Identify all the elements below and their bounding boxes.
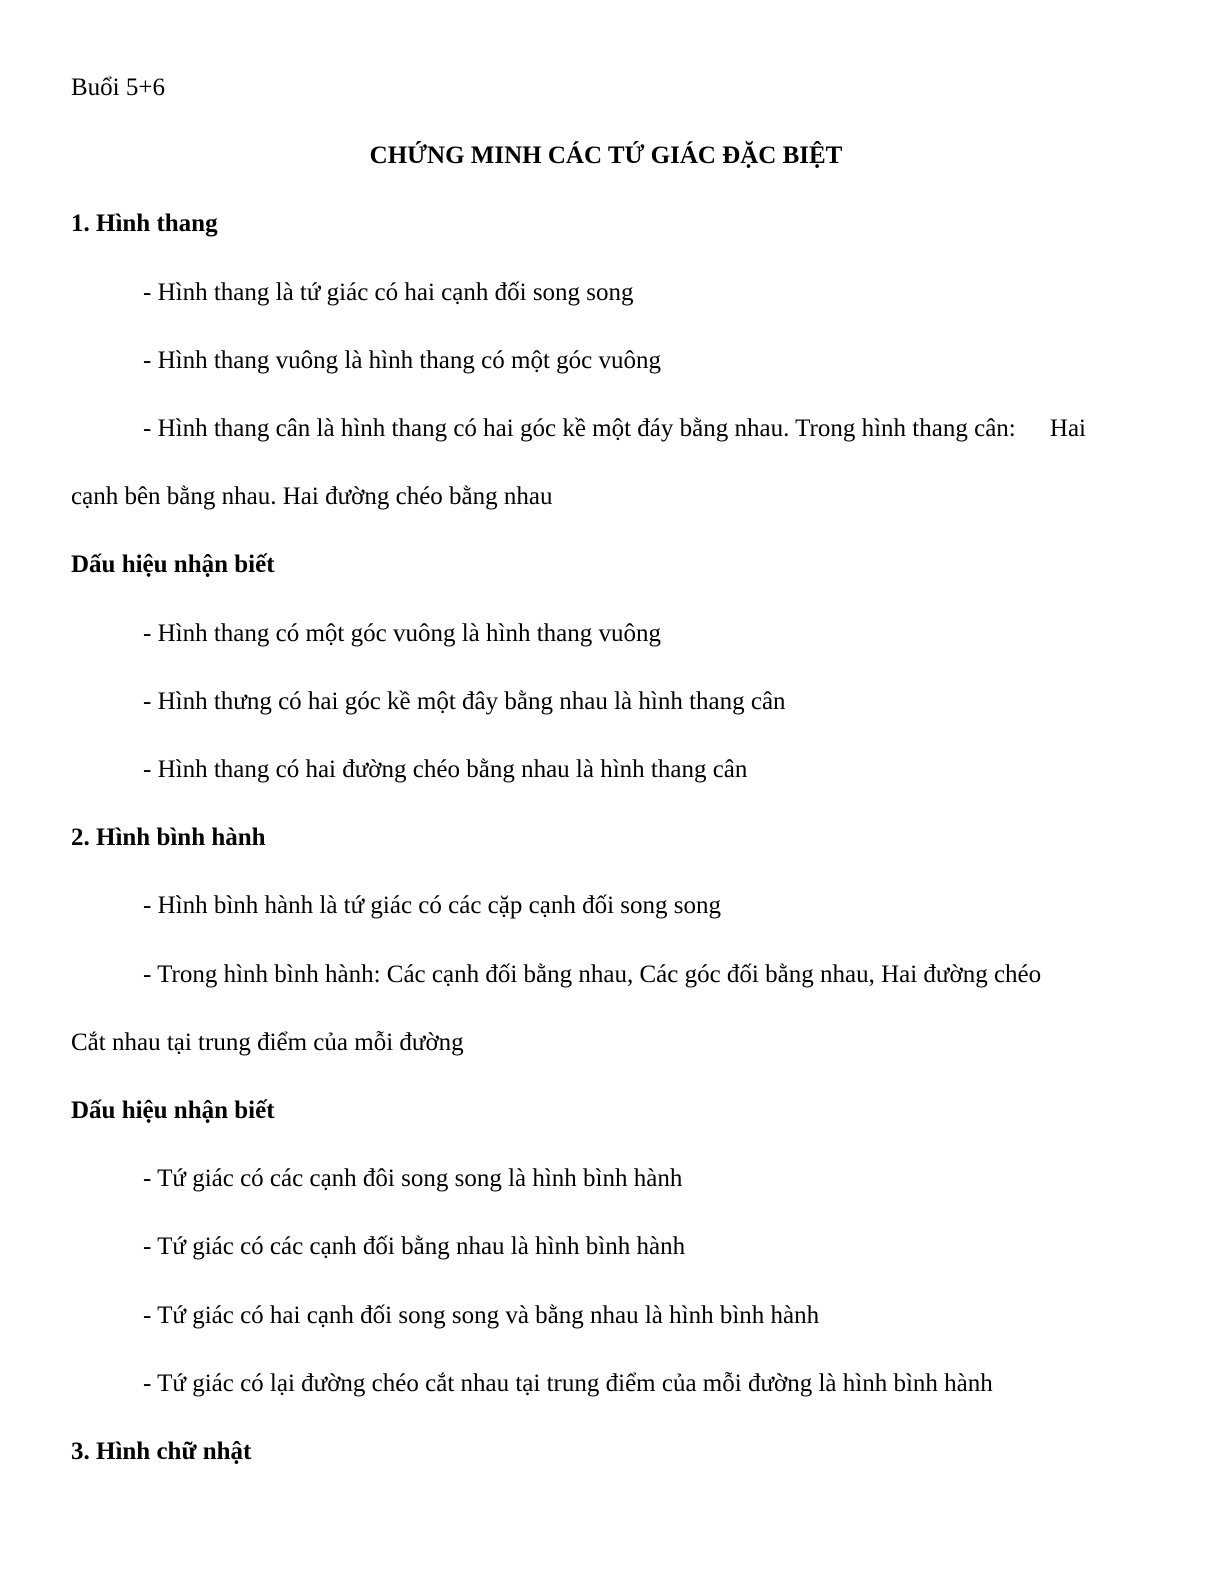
- trapezoid-sign-1: - Hình thang có một góc vuông là hình thang vuông: [143, 620, 661, 647]
- trapezoid-definition-3-line1: [143, 414, 1086, 444]
- trapezoid-definition-3-text: - Hình thang cân là hình thang có hai góc kề một đáy bằng nhau. Trong hình thang cân:: [143, 415, 1016, 442]
- trapezoid-definition-3-line2: cạnh bên bằng nhau. Hai đường chéo bằng nhau: [71, 483, 553, 510]
- trapezoid-definition-2: - Hình thang vuông là hình thang có một góc vuông: [143, 347, 661, 374]
- session-label: Buổi 5+6: [71, 74, 165, 101]
- parallelogram-definition-1: - Hình bình hành là tứ giác có các cặp cạnh đối song song: [143, 892, 721, 919]
- page-title: CHỨNG MINH CÁC TỨ GIÁC ĐẶC BIỆT: [369, 142, 843, 169]
- trapezoid-signs-heading: Dấu hiệu nhận biết: [71, 551, 275, 578]
- section-heading-parallelogram: 2. Hình bình hành: [71, 824, 266, 851]
- trapezoid-definition-1: - Hình thang là tứ giác có hai cạnh đối song song: [143, 279, 634, 306]
- parallelogram-definition-2-line1: - Trong hình bình hành: Các cạnh đối bằng nhau, Các góc đối bằng nhau, Hai đường chéo: [143, 961, 1042, 988]
- parallelogram-sign-4: - Tứ giác có lại đường chéo cắt nhau tại trung điểm của mỗi đường là hình bình hành: [143, 1370, 993, 1397]
- section-heading-trapezoid: 1. Hình thang: [71, 210, 218, 237]
- parallelogram-sign-2: - Tứ giác có các cạnh đối bằng nhau là hình bình hành: [143, 1233, 686, 1260]
- parallelogram-signs-heading: Dấu hiệu nhận biết: [71, 1097, 275, 1124]
- section-heading-rectangle: 3. Hình chữ nhật: [71, 1438, 252, 1465]
- parallelogram-sign-3: - Tứ giác có hai cạnh đối song song và bằng nhau là hình bình hành: [143, 1302, 820, 1329]
- trapezoid-definition-3-last-word: Hai: [1049, 415, 1086, 442]
- trapezoid-sign-2: - Hình thưng có hai góc kề một đây bằng nhau là hình thang cân: [143, 688, 786, 715]
- parallelogram-definition-2-line2: Cắt nhau tại trung điểm của mỗi đường: [71, 1029, 464, 1056]
- trapezoid-sign-3: - Hình thang có hai đường chéo bằng nhau là hình thang cân: [143, 756, 748, 783]
- parallelogram-sign-1: - Tứ giác có các cạnh đôi song song là hình bình hành: [143, 1165, 683, 1192]
